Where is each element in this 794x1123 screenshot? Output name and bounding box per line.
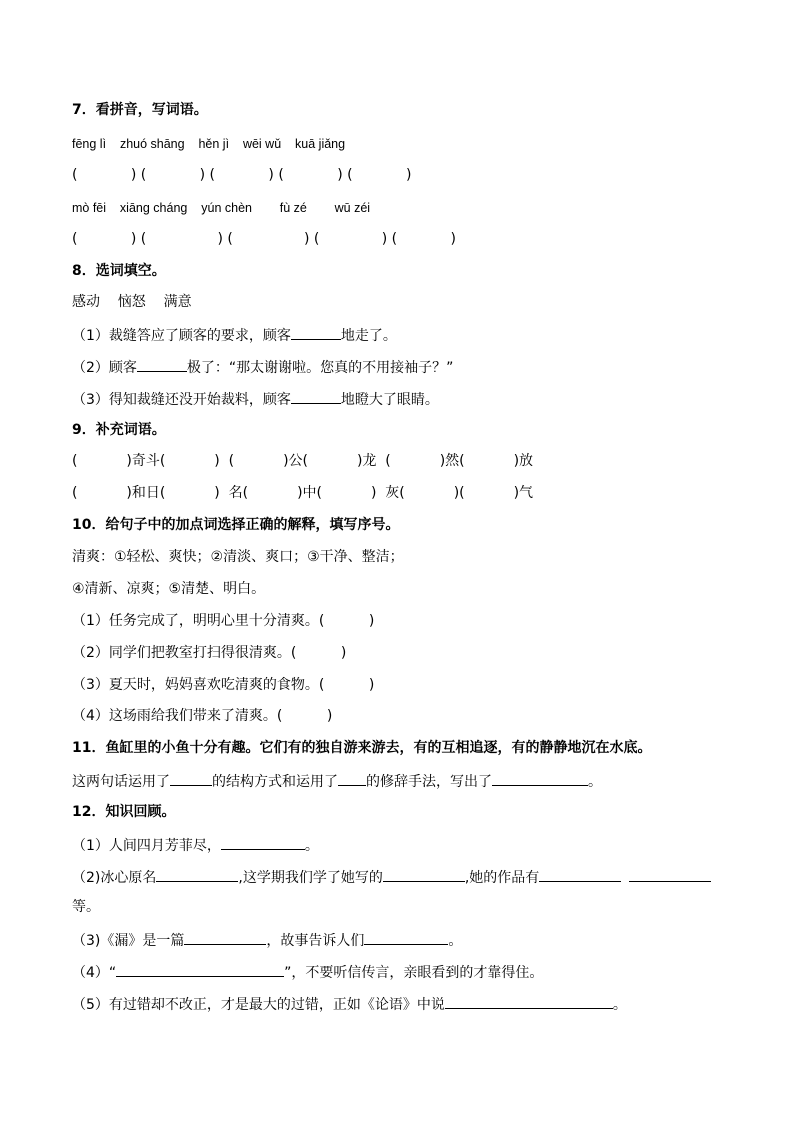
q10-sentence-2: （2）同学们把教室打扫得很清爽。( ) xyxy=(72,645,347,661)
q12-s2-text-c: ,她的作品有 xyxy=(464,870,540,886)
q7-pinyin-row-2: mò fēi xiāng cháng yún chèn fù zé wū zéi xyxy=(72,201,371,215)
q12-s5-text-b: 。 xyxy=(612,997,627,1013)
q12-s2-text-a: （2)冰心原名 xyxy=(72,870,157,886)
q10-sentence-4: （4）这场雨给我们带来了清爽。( ) xyxy=(72,708,333,724)
q10-definition-1: 清爽：①轻松、爽快；②清淡、爽口；③干净、整洁； xyxy=(72,549,404,565)
q8-s3-text-a: （3）得知裁缝还没开始裁料，顾客 xyxy=(72,392,291,408)
q8-sentence-1 xyxy=(72,325,397,345)
q8-s2-text-b: 极了：“那太谢谢啦。您真的不用接袖子？” xyxy=(186,360,454,376)
q12-s3-blank-1[interactable] xyxy=(184,930,266,945)
q10-sentence-1: （1）任务完成了，明明心里十分清爽。( ) xyxy=(72,613,375,629)
q11-text-b: 的结构方式和运用了 xyxy=(212,774,338,790)
q12-item-2 xyxy=(72,867,711,887)
q8-s2-text-a: （2）顾客 xyxy=(72,360,137,376)
q11-title: 11．鱼缸里的小鱼十分有趣。它们有的独自游来游去，有的互相追逐，有的静静地沉在水底。 xyxy=(72,740,652,756)
q8-word-choices: 感动 恼怒 满意 xyxy=(72,294,192,310)
q8-s1-text-a: （1）裁缝答应了顾客的要求，顾客 xyxy=(72,328,291,344)
q10-title: 10．给句子中的加点词选择正确的解释，填写序号。 xyxy=(72,517,400,533)
q10-sentence-3: （3）夏天时，妈妈喜欢吃清爽的食物。( ) xyxy=(72,677,375,693)
q12-item-2-continued: 等。 xyxy=(72,899,100,915)
q8-s1-blank[interactable] xyxy=(291,325,341,340)
q9-row-2: ( )和日( ) 名( )中( ) 灰( )( )气 xyxy=(72,485,534,501)
q12-title: 12．知识回顾。 xyxy=(72,804,176,820)
q10-definition-2: ④清新、凉爽；⑤清楚、明白。 xyxy=(72,581,266,597)
q12-s3-text-a: （3)《漏》是一篇 xyxy=(72,933,185,949)
q12-s5-blank[interactable] xyxy=(445,994,613,1009)
q11-text-d: 。 xyxy=(588,774,602,790)
q12-s4-text-b: ”，不要听信传言，亲眼看到的才靠得住。 xyxy=(284,965,544,981)
q11-blank-1[interactable] xyxy=(170,771,212,786)
q12-s4-text-a: （4）“ xyxy=(72,965,117,981)
q8-sentence-2 xyxy=(72,357,453,377)
q8-s1-text-b: 地走了。 xyxy=(340,328,397,344)
q9-row-1: ( )奇斗( ) ( )公( )龙 ( )然( )放 xyxy=(72,453,534,469)
q12-s3-text-b: ，故事告诉人们 xyxy=(266,933,365,949)
q12-s4-blank[interactable] xyxy=(116,962,284,977)
q8-sentence-3 xyxy=(72,389,439,409)
q12-item-1 xyxy=(72,835,319,855)
q12-item-5 xyxy=(72,994,627,1014)
q11-fill-line xyxy=(72,771,602,791)
q12-s2-blank-3[interactable] xyxy=(539,867,621,882)
q12-s3-text-c: 。 xyxy=(448,933,463,949)
q12-s1-text-b: 。 xyxy=(304,838,319,854)
q7-brackets-row-2: ( ) ( ) ( ) ( ) ( ) xyxy=(72,231,456,247)
q12-s2-text-b: ,这学期我们学了她写的 xyxy=(238,870,383,886)
q11-text-c: 的修辞手法，写出了 xyxy=(366,774,492,790)
q9-title: 9．补充词语。 xyxy=(72,422,166,438)
q11-blank-3[interactable] xyxy=(492,771,588,786)
q7-pinyin-row-1: fēng lì zhuó shāng hěn jì wēi wǔ kuā jiǎng xyxy=(72,137,346,151)
q8-s3-text-b: 地瞪大了眼睛。 xyxy=(340,392,439,408)
q12-s2-blank-2[interactable] xyxy=(383,867,465,882)
q12-s3-blank-2[interactable] xyxy=(364,930,448,945)
q11-text-a: 这两句话运用了 xyxy=(72,774,170,790)
q12-item-3 xyxy=(72,930,462,950)
q8-s2-blank[interactable] xyxy=(137,357,187,372)
q8-title: 8．选词填空。 xyxy=(72,263,166,279)
q8-s3-blank[interactable] xyxy=(291,389,341,404)
q12-s5-text-a: （5）有过错却不改正，才是最大的过错，正如《论语》中说 xyxy=(72,997,445,1013)
q12-item-4 xyxy=(72,962,543,982)
q7-title: 7．看拼音，写词语。 xyxy=(72,102,208,118)
q12-s1-text-a: （1）人间四月芳菲尽， xyxy=(72,838,221,854)
q11-blank-2[interactable] xyxy=(338,771,366,786)
q12-s2-blank-1[interactable] xyxy=(156,867,238,882)
q12-s1-blank[interactable] xyxy=(221,835,305,850)
q12-s2-blank-4[interactable] xyxy=(629,867,711,882)
q7-brackets-row-1: ( ) ( ) ( ) ( ) ( ) xyxy=(72,167,412,183)
